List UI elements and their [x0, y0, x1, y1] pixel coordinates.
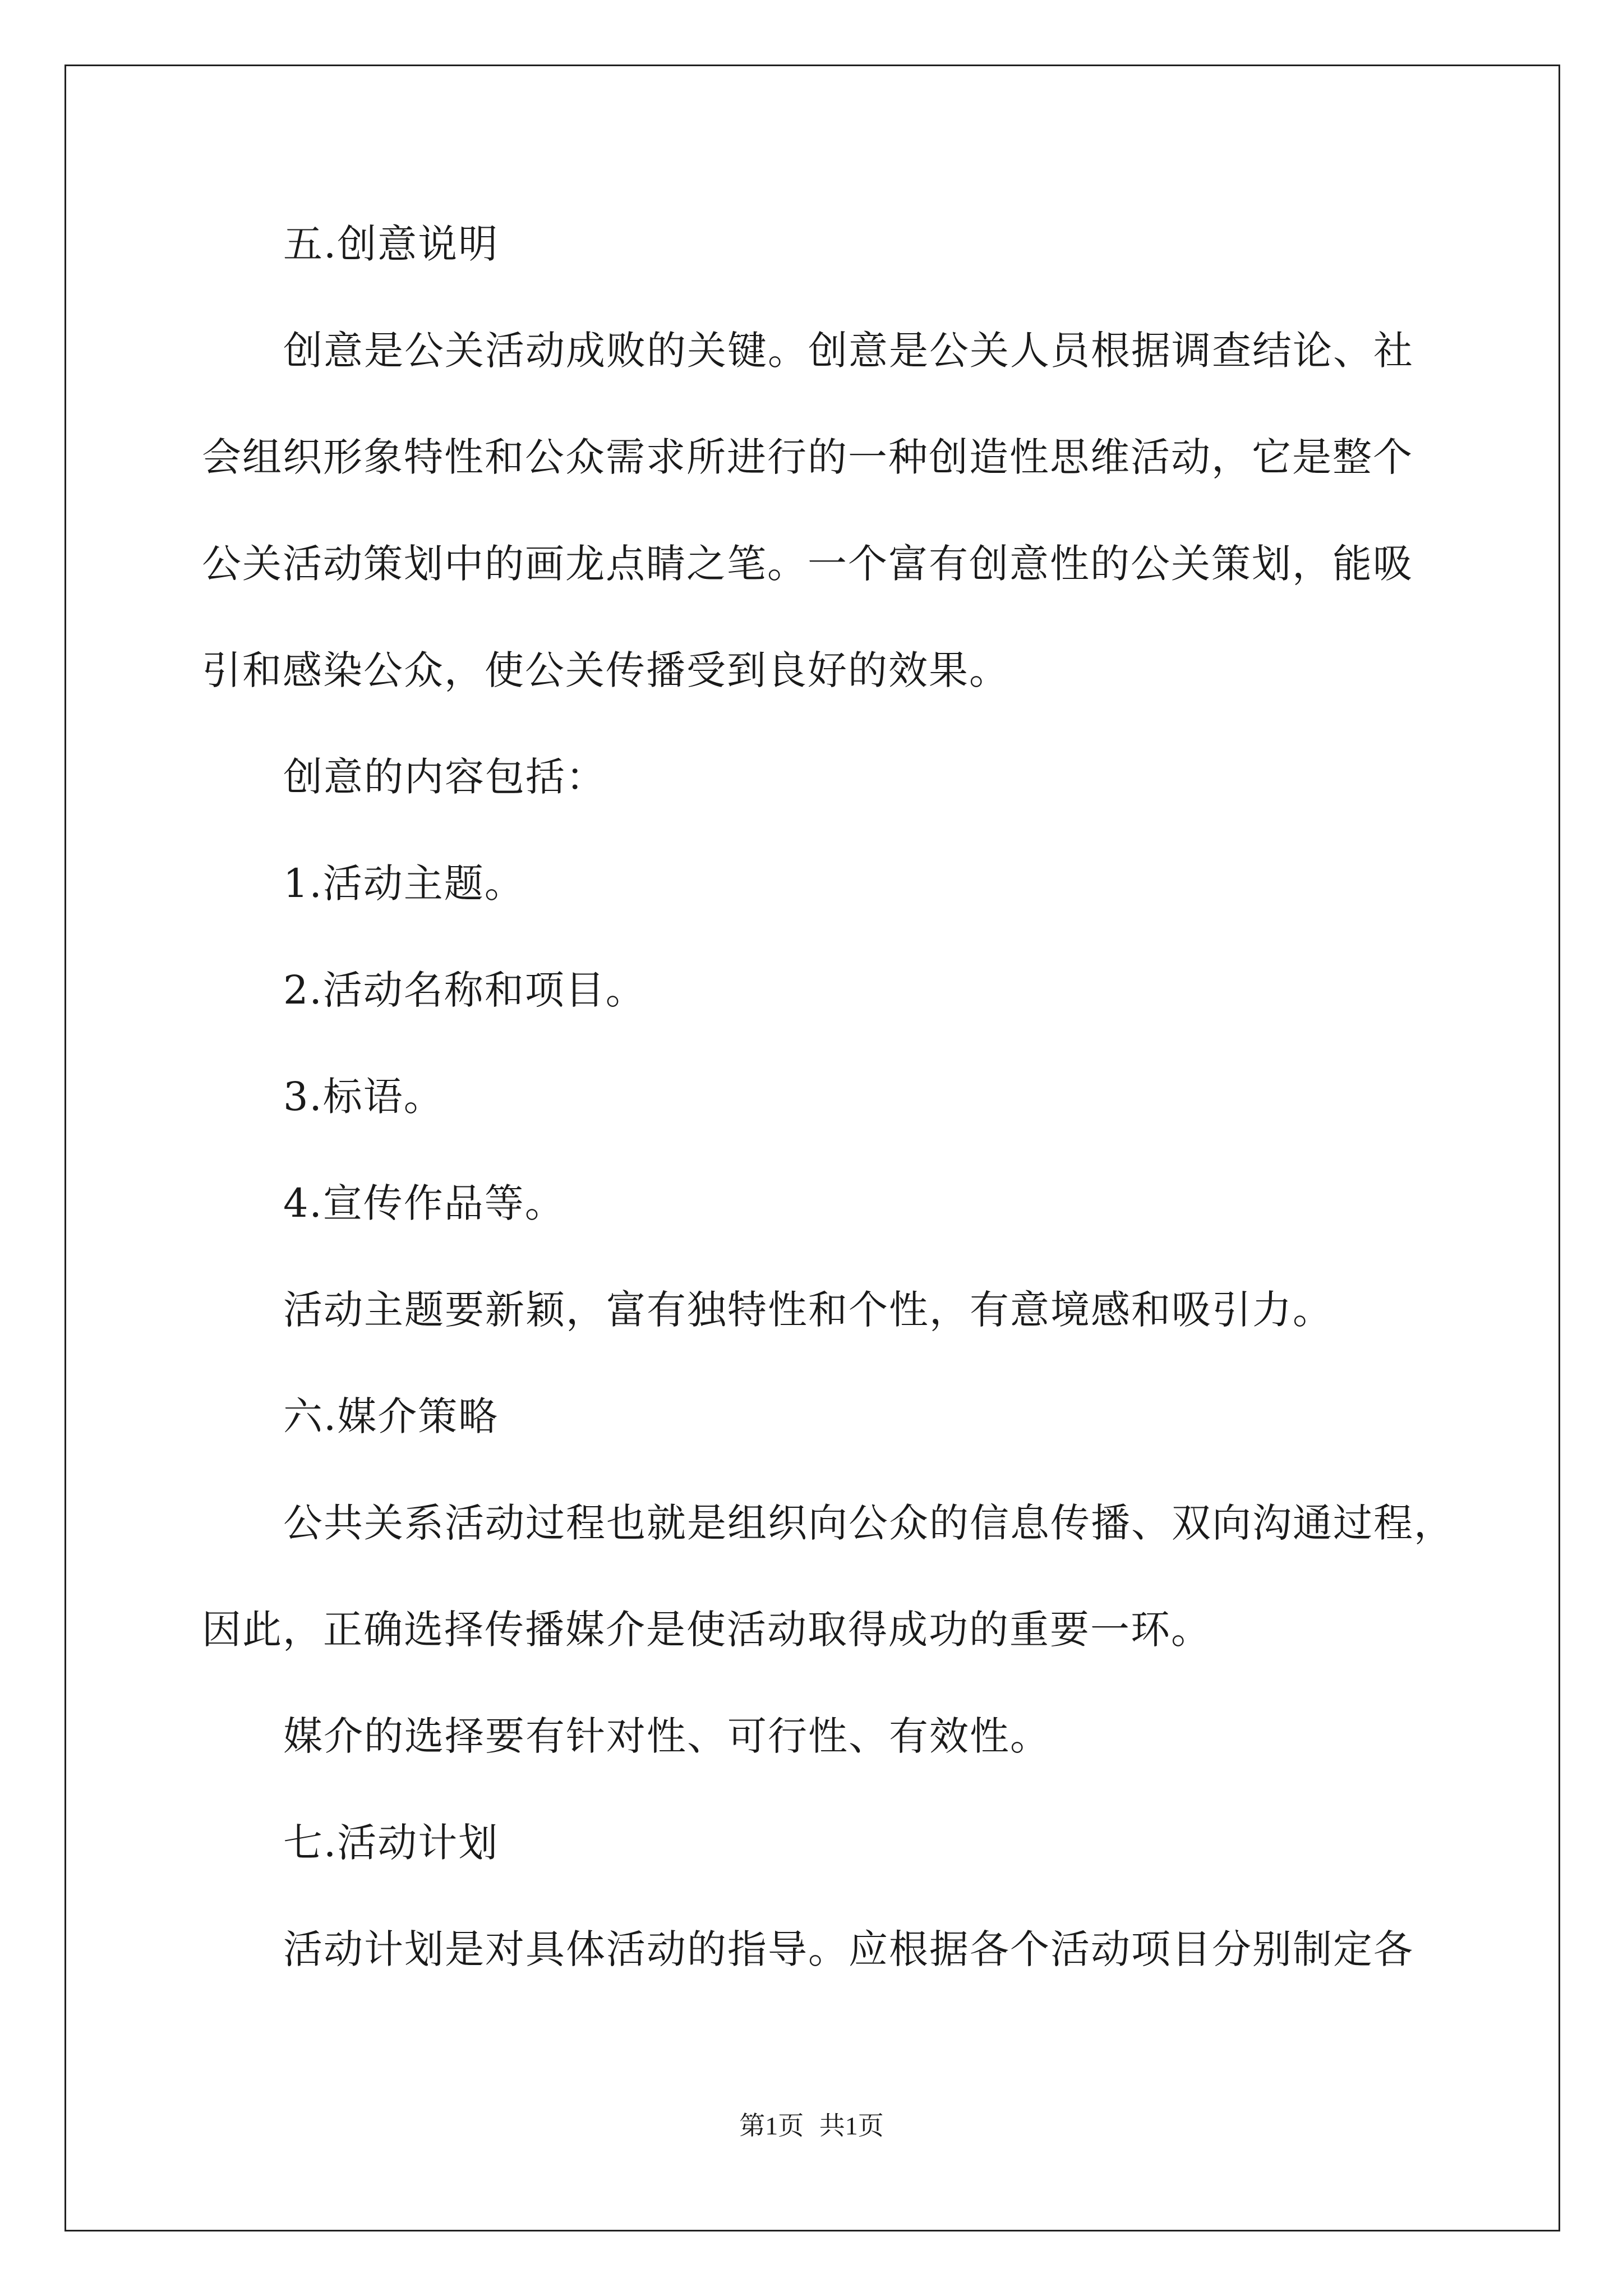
list-item: 4.宣传作品等。	[283, 1180, 565, 1226]
paragraph-line: 引和感染公众，使公关传播受到良好的效果。	[202, 647, 1009, 693]
section-heading-creative: 五.创意说明	[283, 221, 499, 267]
page-footer	[0, 2109, 1623, 2143]
paragraph-line: 因此，正确选择传播媒介是使活动取得成功的重要一环。	[202, 1607, 1211, 1653]
list-item: 1.活动主题。	[283, 861, 525, 907]
paragraph-line: 活动计划是对具体活动的指导。应根据各个活动项目分别制定各	[283, 1926, 1414, 1972]
list-item: 2.活动名称和项目。	[283, 967, 646, 1013]
page-total: 共1页	[819, 2111, 884, 2140]
page-frame	[64, 65, 1560, 2231]
section-heading-plan: 七.活动计划	[283, 1820, 499, 1866]
paragraph-line: 媒介的选择要有针对性、可行性、有效性。	[283, 1713, 1050, 1759]
section-heading-media: 六.媒介策略	[283, 1393, 499, 1439]
list-item: 3.标语。	[283, 1074, 444, 1120]
paragraph-line: 创意的内容包括：	[283, 754, 606, 800]
paragraph-line: 会组织形象特性和公众需求所进行的一种创造性思维活动，它是整个	[202, 434, 1413, 480]
paragraph-line: 活动主题要新颖，富有独特性和个性，有意境感和吸引力。	[283, 1287, 1333, 1333]
paragraph-line: 公关活动策划中的画龙点睛之笔。一个富有创意性的公关策划，能吸	[202, 541, 1413, 587]
page-number: 第1页	[739, 2111, 804, 2140]
paragraph-line: 公共关系活动过程也就是组织向公众的信息传播、双向沟通过程，	[283, 1500, 1454, 1546]
paragraph-line: 创意是公关活动成败的关键。创意是公关人员根据调查结论、社	[283, 328, 1414, 374]
